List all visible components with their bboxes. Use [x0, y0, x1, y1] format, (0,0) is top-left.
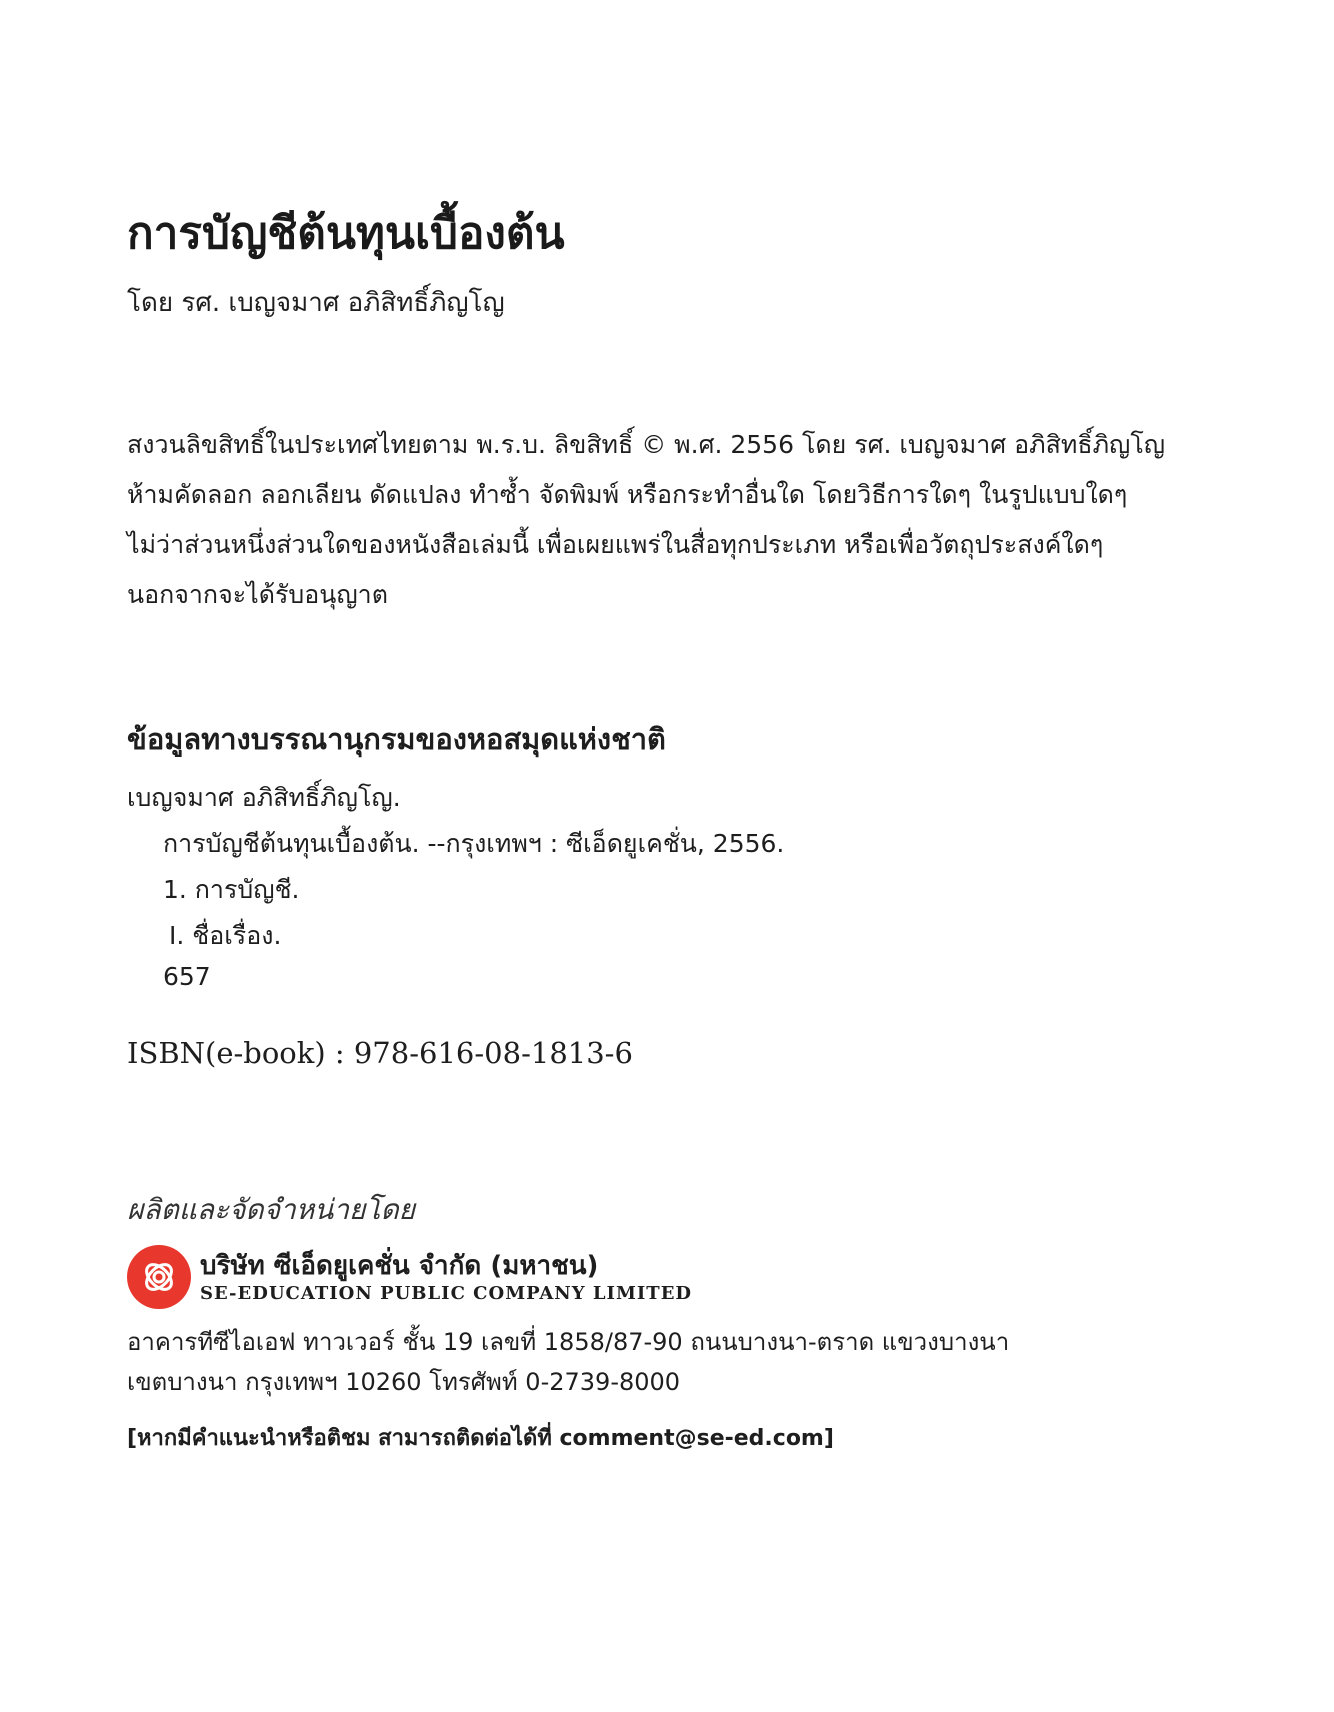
- copyright-line: ไม่ว่าส่วนหนึ่งส่วนใดของหนังสือเล่มนี้ เพื่อเผยแพร่ในสื่อทุกประเภท หรือเพื่อวัตถุประสงค์ใดๆ: [127, 530, 1104, 559]
- copyright-line: ห้ามคัดลอก ลอกเลียน ดัดแปลง ทำซ้ำ จัดพิมพ์ หรือกระทำอื่นใด โดยวิธีการใดๆ ในรูปแบบใดๆ: [127, 480, 1128, 509]
- publisher-address: [127, 1322, 1009, 1402]
- cip-subject: 1. การบัญชี.: [163, 875, 300, 904]
- isbn: ISBN(e-book) : 978-616-08-1813-6: [127, 1036, 633, 1070]
- book-title: การบัญชีต้นทุนเบื้องต้น: [127, 208, 565, 259]
- author-line: โดย รศ. เบญจมาศ อภิสิทธิ์ภิญโญ: [127, 288, 505, 318]
- comment-note: [หากมีคำแนะนำหรือติชม สามารถติดต่อได้ที่ comment@se-ed.com]: [127, 1426, 834, 1451]
- cip-classification: 657: [163, 962, 211, 991]
- copyright-line: นอกจากจะได้รับอนุญาต: [127, 580, 388, 609]
- address-line: อาคารทีซีไอเอฟ ทาวเวอร์ ชั้น 19 เลขที่ 1858/87-90 ถนนบางนา-ตราด แขวงบางนา: [127, 1328, 1010, 1356]
- publisher-block: [127, 1245, 927, 1311]
- cip-title-added-entry: I. ชื่อเรื่อง.: [169, 921, 282, 950]
- copyright-notice: [127, 420, 1237, 620]
- address-line: เขตบางนา กรุงเทพฯ 10260 โทรศัพท์ 0-2739-8000: [127, 1368, 681, 1396]
- cip-title-entry: การบัญชีต้นทุนเบื้องต้น. --กรุงเทพฯ : ซีเอ็ดยูเคชั่น, 2556.: [163, 829, 785, 858]
- se-ed-logo-icon: [127, 1245, 191, 1309]
- publisher-name-thai: บริษัท ซีเอ็ดยูเคชั่น จำกัด (มหาชน): [200, 1251, 599, 1281]
- cip-heading: ข้อมูลทางบรรณานุกรมของหอสมุดแห่งชาติ: [127, 722, 666, 756]
- cip-author: เบญจมาศ อภิสิทธิ์ภิญโญ.: [127, 783, 401, 812]
- produced-by-label: ผลิตและจัดจำหน่ายโดย: [127, 1193, 416, 1226]
- copyright-line: สงวนลิขสิทธิ์ในประเทศไทยตาม พ.ร.บ. ลิขสิทธิ์ © พ.ศ. 2556 โดย รศ. เบญจมาศ อภิสิทธิ์ภิญโญ: [127, 430, 1166, 459]
- publisher-name-english: SE-EDUCATION PUBLIC COMPANY LIMITED: [200, 1283, 693, 1304]
